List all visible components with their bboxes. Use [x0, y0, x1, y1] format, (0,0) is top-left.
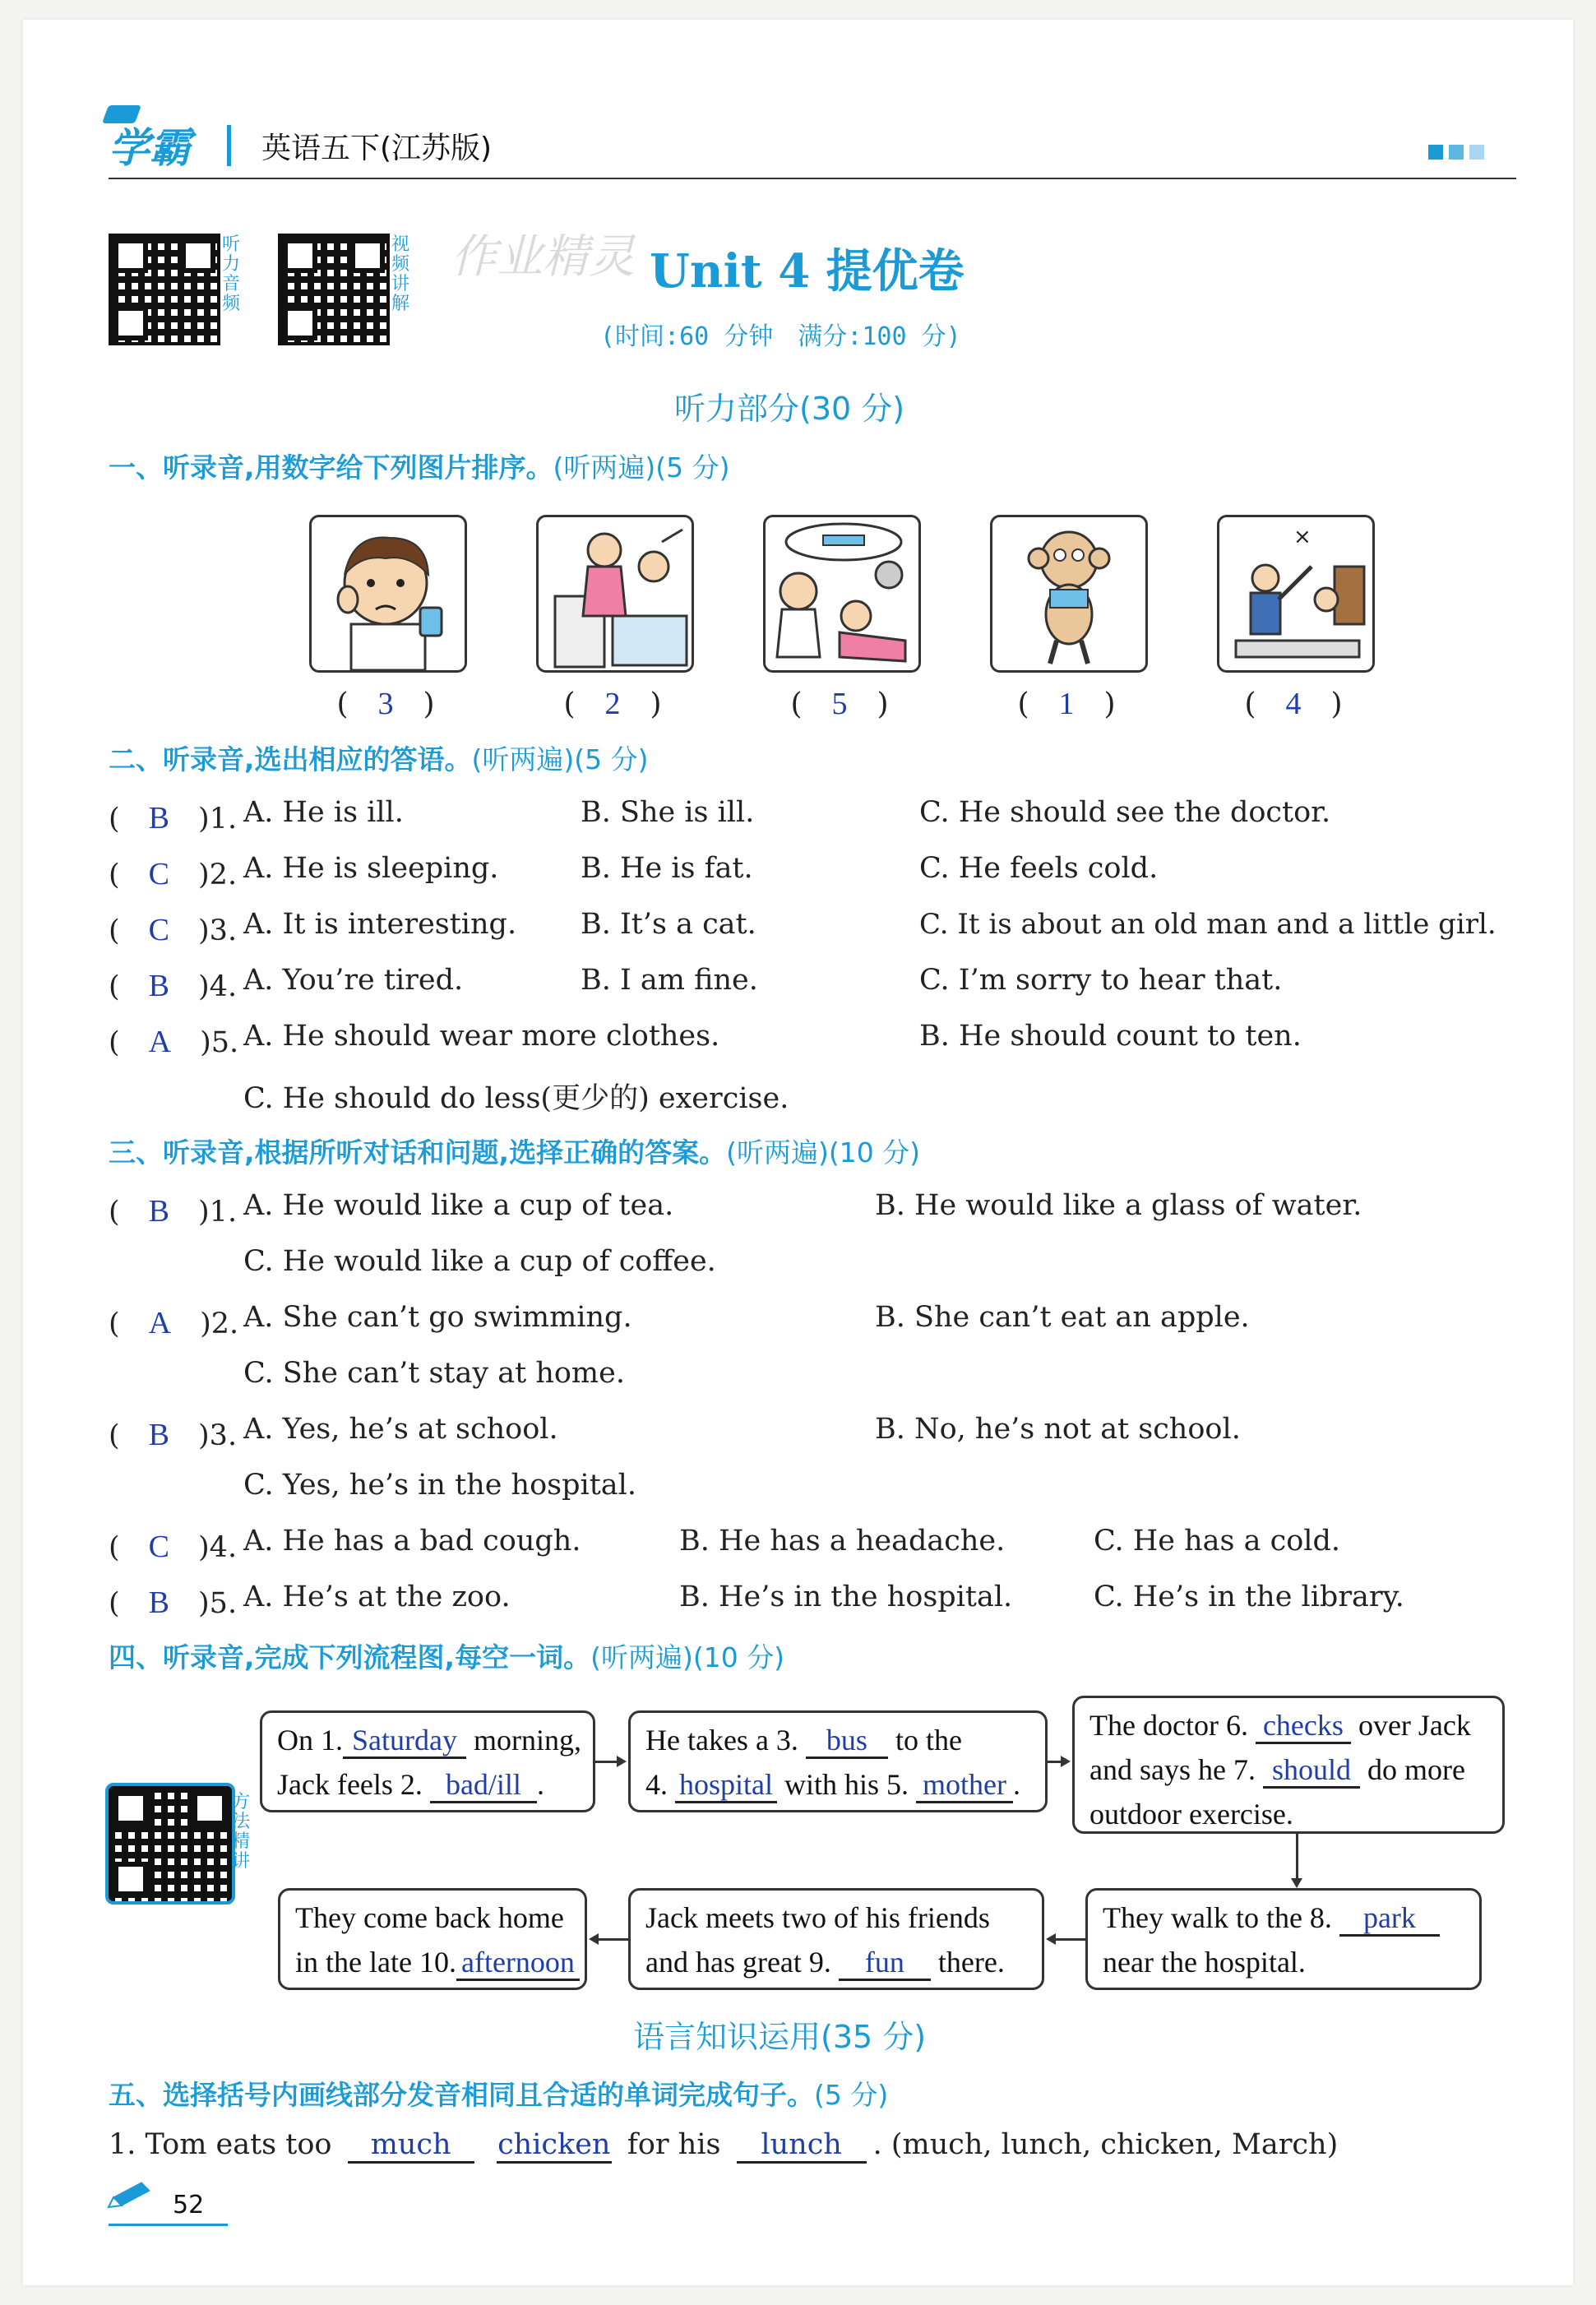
- flow-box-2: He takes a 3. bus to the 4. hospital with his 5. mother .: [628, 1710, 1048, 1812]
- flow-arrow: [1054, 1938, 1085, 1941]
- flow-box-6: They come back home in the late 10. afternoon: [278, 1888, 587, 1990]
- footer-rule: [109, 2224, 228, 2226]
- page-number: 52: [173, 2191, 205, 2219]
- arrow-head-icon: [1061, 1756, 1071, 1767]
- option-b: B. He should count to ten.: [919, 1020, 1302, 1053]
- option-c: C. He would like a cup of coffee.: [243, 1245, 716, 1278]
- qr-label-video: 视频讲解: [391, 234, 410, 314]
- blank-7[interactable]: should: [1263, 1753, 1360, 1789]
- option-b: B. I am fine.: [581, 964, 758, 997]
- header-divider: [227, 125, 231, 166]
- header-rule: [109, 178, 1516, 179]
- blank-6[interactable]: checks: [1256, 1709, 1351, 1744]
- option-a: A. It is interesting.: [243, 908, 517, 941]
- option-b: B. He would like a glass of water.: [875, 1189, 1362, 1222]
- qr-label-method: 方法精讲: [232, 1792, 251, 1872]
- picture-dentist: [763, 515, 921, 673]
- option-c: C. He should see the doctor.: [919, 796, 1331, 829]
- dentist-icon: [766, 517, 918, 670]
- option-a: A. Yes, he’s at school.: [243, 1413, 558, 1446]
- option-b: B. She can’t eat an apple.: [875, 1301, 1250, 1334]
- option-c: C. She can’t stay at home.: [243, 1357, 625, 1390]
- option-a: A. She can’t go swimming.: [243, 1301, 632, 1334]
- blank-8[interactable]: park: [1339, 1901, 1440, 1937]
- option-a: A. He has a bad cough.: [243, 1525, 581, 1557]
- language-part-heading: 语言知识运用(35 分): [633, 2019, 927, 2055]
- answer-slot: ( B )4.: [109, 969, 238, 1003]
- arrow-head-icon: [1291, 1878, 1302, 1888]
- blank-much[interactable]: much: [348, 2128, 474, 2164]
- option-c: C. It is about an old man and a little girl.: [919, 908, 1497, 941]
- flow-box-1: On 1. Saturday morning, Jack feels 2. bad/ill .: [260, 1710, 595, 1812]
- watermark: 作业精灵: [451, 230, 635, 284]
- answer-slot: ( C )3.: [109, 913, 238, 947]
- option-c: C. Yes, he’s in the hospital.: [243, 1469, 636, 1502]
- classroom-icon: [1219, 517, 1372, 670]
- boy-toothache-icon: [312, 517, 465, 670]
- flow-arrow: [597, 1938, 628, 1941]
- qr-code-video[interactable]: [278, 234, 390, 345]
- monkey-icon: [992, 517, 1145, 670]
- option-b: B. She is ill.: [581, 796, 755, 829]
- option-a: A. He would like a cup of tea.: [243, 1189, 674, 1222]
- answer-slot: ( B )1.: [109, 801, 238, 835]
- page-title: Unit 4 提优卷: [650, 244, 965, 299]
- picture-answer: ( 1 ): [1017, 687, 1116, 721]
- svg-text:×: ×: [1293, 525, 1311, 549]
- option-a: A. He should wear more clothes.: [243, 1020, 720, 1053]
- header-square-icon: [1449, 145, 1464, 160]
- girl-sleeping-icon: [539, 517, 692, 670]
- arrow-head-icon: [589, 1933, 599, 1945]
- option-b: B. He’s in the hospital.: [679, 1581, 1013, 1613]
- qr-code-listening[interactable]: [109, 234, 220, 345]
- picture-answer: ( 2 ): [563, 687, 662, 721]
- answer-slot: ( A )2.: [109, 1306, 239, 1340]
- section1-heading: 一、听录音,用数字给下列图片排序。(听两遍)(5 分): [109, 451, 730, 484]
- picture-classroom: [1217, 515, 1375, 673]
- section5-question-1: 1. Tom eats too much chicken for his lunch . (much, lunch, chicken, March): [109, 2128, 1338, 2164]
- option-c: C. He feels cold.: [919, 852, 1159, 885]
- picture-answer: ( 5 ): [790, 687, 889, 721]
- arrow-head-icon: [1046, 1933, 1056, 1945]
- option-c: C. He has a cold.: [1094, 1525, 1341, 1557]
- section5-heading: 五、选择括号内画线部分发音相同且合适的单词完成句子。(5 分): [109, 2079, 889, 2111]
- option-c: C. I’m sorry to hear that.: [919, 964, 1283, 997]
- picture-boy-toothache: [309, 515, 467, 673]
- book-title: 英语五下(江苏版): [261, 132, 493, 165]
- section3-heading: 三、听录音,根据所听对话和问题,选择正确的答案。(听两遍)(10 分): [109, 1136, 921, 1169]
- option-b: B. It’s a cat.: [581, 908, 756, 941]
- flow-box-5: Jack meets two of his friends and has great 9. fun there.: [628, 1888, 1044, 1990]
- blank-lunch[interactable]: lunch: [737, 2128, 867, 2164]
- blank-9[interactable]: fun: [839, 1946, 931, 1981]
- option-b: B. He is fat.: [581, 852, 753, 885]
- arrow-head-icon: [617, 1756, 627, 1767]
- option-c: C. He’s in the library.: [1094, 1581, 1404, 1613]
- blank-4[interactable]: hospital: [675, 1768, 777, 1803]
- option-b: B. He has a headache.: [679, 1525, 1006, 1557]
- blank-3[interactable]: bus: [806, 1724, 888, 1759]
- blank-5[interactable]: mother: [916, 1768, 1013, 1803]
- flow-arrow: [1296, 1834, 1298, 1881]
- section4-heading: 四、听录音,完成下列流程图,每空一词。(听两遍)(10 分): [109, 1641, 785, 1673]
- flow-box-4: They walk to the 8. park near the hospital.: [1085, 1888, 1482, 1990]
- picture-monkey: [990, 515, 1148, 673]
- answer-slot: ( C )4.: [109, 1530, 238, 1564]
- answer-slot: ( B )3.: [109, 1418, 238, 1452]
- option-c: C. He should do less(更少的) exercise.: [243, 1082, 789, 1115]
- picture-girl-sleeping: [536, 515, 694, 673]
- answer-slot: ( C )2.: [109, 857, 238, 891]
- blank-10[interactable]: afternoon: [456, 1946, 580, 1981]
- answer-slot: ( B )5.: [109, 1585, 238, 1620]
- option-a: A. He’s at the zoo.: [243, 1581, 511, 1613]
- option-a: A. You’re tired.: [243, 964, 464, 997]
- header-square-icon: [1469, 145, 1484, 160]
- answer-slot: ( B )1.: [109, 1194, 238, 1229]
- blank-2[interactable]: bad/ill: [430, 1768, 537, 1803]
- picture-answer: ( 3 ): [336, 687, 435, 721]
- qr-label-listening: 听力音频: [222, 234, 241, 314]
- answer-slot: ( A )5.: [109, 1025, 239, 1059]
- option-b: B. No, he’s not at school.: [875, 1413, 1241, 1446]
- picture-answer: ( 4 ): [1244, 687, 1343, 721]
- time-score-info: (时间:60 分钟 满分:100 分): [600, 322, 961, 351]
- pencil-icon: [105, 2179, 155, 2212]
- option-a: A. He is sleeping.: [243, 852, 499, 885]
- option-a: A. He is ill.: [243, 796, 404, 829]
- blank-1[interactable]: Saturday: [343, 1724, 466, 1759]
- flow-box-3: The doctor 6. checks over Jack and says he 7. should do more outdoor exercise.: [1072, 1696, 1505, 1834]
- section2-heading: 二、听录音,选出相应的答语。(听两遍)(5 分): [109, 743, 649, 775]
- header-square-icon: [1428, 145, 1443, 160]
- blank-chicken[interactable]: chicken: [497, 2128, 612, 2164]
- brand-logo: 学霸: [109, 124, 191, 172]
- listening-part-heading: 听力部分(30 分): [674, 391, 905, 427]
- qr-code-method[interactable]: [105, 1783, 235, 1905]
